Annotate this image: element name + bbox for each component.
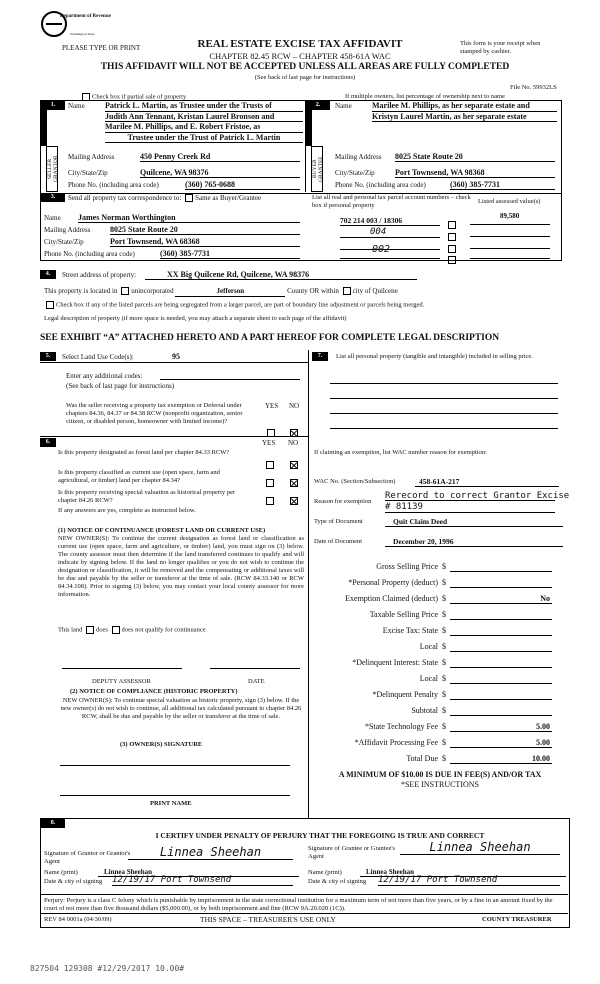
corr-name-label: Name <box>44 214 61 222</box>
does-label: does <box>96 626 108 634</box>
buyer-city-label: City/State/Zip <box>335 169 375 177</box>
fee-label: Total Due <box>406 754 438 763</box>
fee-row <box>312 656 552 670</box>
dollar-sign: $ <box>442 738 446 747</box>
s5-yes-header: YES <box>265 402 279 410</box>
s6-q3-yes[interactable] <box>266 497 274 505</box>
dollar-sign: $ <box>442 578 446 587</box>
fee-row <box>312 592 552 606</box>
grantee-date-label: Date & city of signing <box>308 878 367 885</box>
dor-logo <box>40 10 111 38</box>
same-as-buyer-checkbox[interactable] <box>185 194 193 202</box>
exemption-reason: Rerecord to correct Grantor Excise # 81139 <box>385 491 570 512</box>
dollar-sign: $ <box>442 610 446 619</box>
section5-see-back: (See back of last page for instructions) <box>66 382 175 390</box>
fee-label: Excise Tax: State <box>382 626 438 635</box>
dollar-sign: $ <box>442 594 446 603</box>
land-use-code: 95 <box>172 352 180 361</box>
s6-q3: Is this property receiving special valuation as historical property per chapter 84.26 RCW? <box>58 489 236 504</box>
grantor-date: 12/19/17 Port Townsend <box>112 875 293 886</box>
treasurer-use: THIS SPACE – TREASURER'S USE ONLY <box>200 915 336 924</box>
seller-city: Quilcene, WA 98376 <box>140 168 300 178</box>
section-7-number: 7. <box>312 352 328 361</box>
reason-label: Reason for exemption <box>314 498 372 505</box>
recording-stamp: 827504 129308 #12/29/2017 10.00# <box>30 964 185 973</box>
land-use-label: Select Land Use Code(s): <box>62 353 134 361</box>
buyer-name-line: Marilee M. Phillips, as her separate estate and <box>372 101 557 112</box>
fee-label: Local <box>419 642 438 651</box>
dollar-sign: $ <box>442 674 446 683</box>
fee-row <box>312 736 552 750</box>
section-2-number: 2. <box>306 101 330 110</box>
s6-q3-no[interactable] <box>290 497 298 505</box>
fee-row <box>312 608 552 622</box>
seller-side-label: SELLER GRANTOR <box>46 146 58 192</box>
street-label: Street address of property: <box>62 271 137 279</box>
parcel-number: 702 214 003 / 18306 <box>340 216 440 226</box>
section-3-number: 3. <box>41 193 65 202</box>
multiple-owners: If multiple owners, list percentage of ownership next to name <box>345 93 505 100</box>
seller-mail-label: Mailing Address <box>68 153 115 161</box>
seller-name-line: Marilee M. Phillips, and E. Robert Fristoe, as <box>105 122 303 133</box>
same-as-buyer-label: Same as Buyer/Grantee <box>195 194 262 202</box>
buyer-phone-label: Phone No. (including area code) <box>335 181 426 189</box>
corr-city: Port Townsend, WA 68368 <box>110 237 300 247</box>
buyer-phone: (360) 385-7731 <box>450 180 555 190</box>
fee-row <box>312 576 552 590</box>
s6-q1-yes[interactable] <box>266 461 274 469</box>
fee-row <box>312 704 552 718</box>
fee-value: 5.00 <box>536 722 550 731</box>
grantee-name-label: Name (print) <box>308 869 342 876</box>
wac-number: 458-61A-217 <box>415 477 559 487</box>
fee-row <box>312 640 552 654</box>
fee-row <box>312 560 552 574</box>
buyer-name-line: Kristyn Laurel Martin, as her separate estate <box>372 112 557 123</box>
owner-signature-label: (3) OWNER(S) SIGNATURE <box>120 741 203 748</box>
fee-row <box>312 688 552 702</box>
dollar-sign: $ <box>442 706 446 715</box>
parcel-handwritten-2: 002 <box>372 244 391 255</box>
fee-row <box>312 720 552 734</box>
fee-row <box>312 752 552 766</box>
fee-label: *State Technology Fee <box>364 722 438 731</box>
grantor-signature: Linnea Sheehan <box>128 845 293 860</box>
dollar-sign: $ <box>442 690 446 699</box>
rev-number: REV 84 0001a (04/30/09) <box>44 916 112 923</box>
county-treasurer: COUNTY TREASURER <box>482 916 552 923</box>
deputy-assessor-label: DEPUTY ASSESSOR <box>92 678 151 685</box>
legal-description-label: Legal description of property (if more space is needed, you may attach a separate sheet to each page of the affidavit) <box>44 315 347 322</box>
receipt-note: This form is your receipt when stamped by cashier. <box>460 40 541 55</box>
section-4-number: 4. <box>40 270 56 279</box>
assessed-label: Listed assessed value(s) <box>478 198 541 205</box>
please-type: PLEASE TYPE OR PRINT <box>62 44 141 52</box>
dollar-sign: $ <box>442 722 446 731</box>
section-5-number: 5. <box>40 352 56 361</box>
county-name: Jefferson <box>175 287 285 297</box>
fee-label: Subtotal <box>411 706 438 715</box>
street-address: XX Big Quilcene Rd, Quilcene, WA 98376 <box>145 270 417 280</box>
corr-phone: (360) 385-7731 <box>160 249 300 259</box>
parcels-label: List all real and personal tax parcel account numbers – check box if personal property <box>312 194 471 209</box>
logo-sub: Washington State <box>70 32 95 36</box>
this-land-label: This land <box>58 626 83 634</box>
logo-text: Department of Revenue <box>60 14 111 19</box>
doc-date: December 20, 1996 <box>385 537 563 547</box>
doc-type-label: Type of Document <box>314 518 363 525</box>
fee-label: Taxable Selling Price <box>369 610 438 619</box>
notice1-body: NEW OWNER(S): To continue the current designation as forest land or classification as current use (open space, farm and agriculture, or timber) land, you must sign on (3) below. The county assessor must then determine if the land transferred continues to qualify and will indicate by signing below. If the land no longer qualifies or you do not wish to continue the designation or classification, it will be removed and the compensating or additional taxes will be due and payable by the seller or transferor at the time of sale. (RCW 84.33.140 or RCW 84.34.108). Prior to signing (3) below, you may contact your local county assessor for more information. <box>58 535 304 598</box>
buyer-mail: 8025 State Route 20 <box>395 152 555 162</box>
unincorporated-checkbox[interactable] <box>121 287 129 295</box>
buyer-mail-label: Mailing Address <box>335 153 382 161</box>
segregated-label: Check box if any of the listed parcels are being segregated from a larger parcel, are part of boundary line adjustment or parcels being merged. <box>56 301 425 309</box>
notice1-title: (1) NOTICE OF CONTINUANCE (FOREST LAND OR CURRENT USE) <box>58 527 266 534</box>
seller-name-line: Patrick L. Martin, as Trustee under the Trusts of <box>105 101 303 112</box>
fee-label: Exemption Claimed (deduct) <box>345 594 438 603</box>
s5-question: Was the seller receiving a property tax exemption or Deferral under chapters 84.36, 84.37 or 84.38 RCW (nonprofit organization, senior citizen, or disabled person, homeowner with limited income)? <box>66 402 243 425</box>
dollar-sign: $ <box>442 626 446 635</box>
partial-sale-label: Check box if partial sale of property <box>92 93 187 101</box>
seller-city-label: City/State/Zip <box>68 169 108 177</box>
does-not-label: does not qualify for continuance <box>121 626 206 634</box>
s6-q1-no[interactable] <box>290 461 298 469</box>
corr-mail: 8025 State Route 20 <box>110 225 300 235</box>
print-name-label: PRINT NAME <box>150 800 192 807</box>
section-1-number: 1. <box>41 101 65 110</box>
seller-name <box>105 101 303 143</box>
seller-phone: (360) 765-0688 <box>185 180 300 190</box>
fee-label: Local <box>419 674 438 683</box>
fee-value: 10.00 <box>532 754 550 763</box>
grantor-date-label: Date & city of signing <box>44 878 103 885</box>
segregated-checkbox[interactable] <box>46 301 54 309</box>
s6-q2-yes[interactable] <box>266 479 274 487</box>
fee-row <box>312 672 552 686</box>
grantee-signature: Linnea Sheehan <box>400 840 560 855</box>
dollar-sign: $ <box>442 562 446 571</box>
minimum-line2: *SEE INSTRUCTIONS <box>400 780 479 789</box>
buyer-side-label: BUYER GRANTEE <box>311 146 323 192</box>
fee-label: *Delinquent Penalty <box>372 690 438 699</box>
seller-phone-label: Phone No. (including area code) <box>68 181 159 189</box>
s6-q2: Is this property classified as current use (open space, farm and agricultural, or timber) land per chapter 84.34? <box>58 469 220 484</box>
located-label: This property is located in <box>44 287 118 295</box>
seller-name-line: Judith Ann Tennant, Kristan Laurel Bronson and <box>105 112 303 123</box>
does-checkbox[interactable] <box>86 626 94 634</box>
fee-value: No <box>540 594 550 603</box>
doc-type: Quit Claim Deed <box>385 517 563 527</box>
assessed-value: 89,580 <box>500 212 520 220</box>
perjury-note: Perjury: Perjury is a class C felony which is punishable by imprisonment in the state correctional institution for a maximum term of not more than five years, or by a fine in an amount fixed by the court of not more than five thousand dollars ($5,000.00), or by both imprisonment and fine (RCW 9A.20.020 (1C)). <box>44 897 553 912</box>
date-label: DATE <box>248 678 265 685</box>
dollar-sign: $ <box>442 642 446 651</box>
seller-name-line: Trustee under the Trust of Patrick L. Martin <box>105 133 303 144</box>
seller-mail: 450 Penny Creek Rd <box>140 152 300 162</box>
fee-value: 5.00 <box>536 738 550 747</box>
city-label: city of Quilcene <box>352 287 398 295</box>
warning: THIS AFFIDAVIT WILL NOT BE ACCEPTED UNLESS ALL AREAS ARE FULLY COMPLETED <box>100 62 510 72</box>
fee-label: *Delinquent Interest: State <box>352 658 438 667</box>
buyer-name <box>372 101 557 122</box>
section-6-number: 6. <box>40 438 56 447</box>
corr-mail-label: Mailing Address <box>44 226 91 234</box>
doc-date-label: Date of Document <box>314 538 363 545</box>
grantee-name: Linnea Sheehan <box>360 868 566 877</box>
corr-name: James Norman Worthington <box>78 213 300 223</box>
fee-label: *Affidavit Processing Fee <box>354 738 438 747</box>
s6-q1: Is this property designated as forest land per chapter 84.33 RCW? <box>58 449 230 456</box>
additional-codes-label: Enter any additional codes: <box>66 372 143 380</box>
does-not-checkbox[interactable] <box>112 626 120 634</box>
parcel-4-checkbox[interactable] <box>448 256 456 264</box>
s6-yes-header: YES <box>262 439 276 447</box>
corr-city-label: City/State/Zip <box>44 238 84 246</box>
certify-statement: I CERTIFY UNDER PENALTY OF PERJURY THAT THE FOREGOING IS TRUE AND CORRECT <box>155 831 485 840</box>
dollar-sign: $ <box>442 754 446 763</box>
minimum-line1: A MINIMUM OF $10.00 IS DUE IN FEE(S) AND/OR TAX <box>338 770 542 779</box>
s6-q2-no[interactable] <box>290 479 298 487</box>
exhibit-note: SEE EXHIBIT “A” ATTACHED HERETO AND A PART HEREOF FOR COMPLETE LEGAL DESCRIPTION <box>40 333 500 343</box>
fee-label: Gross Selling Price <box>376 562 438 571</box>
s5-no-header: NO <box>289 402 300 410</box>
see-back: (See back of last page for instructions) <box>254 74 356 81</box>
notice2-body: NEW OWNER(S): To continue special valuation as historic property, sign (3) below. If the new owner(s) do not wish to continue, all additional tax calculated pursuant to chapter 84.26 RCW, shall be due and payable by the seller or transferor at the time of sale. <box>60 697 302 720</box>
fee-label: *Personal Property (deduct) <box>348 578 438 587</box>
grantee-sig-label: Signature of Grantee or Grantee's Agent <box>308 845 396 860</box>
s6-if-yes: If any answers are yes, complete as instructed below. <box>58 507 196 514</box>
section-8-number: 8. <box>41 819 65 828</box>
fee-row <box>312 624 552 638</box>
grantor-sig-label: Signature of Grantor or Grantor's Agent <box>44 850 131 865</box>
buyer-city: Port Townsend, WA 98368 <box>395 168 555 178</box>
form-subtitle: CHAPTER 82.45 RCW – CHAPTER 458-61A WAC <box>209 51 391 61</box>
wac-claim-label: If claiming an exemption, list WAC number reason for exemption: <box>314 449 487 456</box>
grantee-date: 12/19/17 Port Townsend <box>378 875 560 886</box>
parcel-handwritten-1: 004 <box>340 227 440 238</box>
file-no: File No. 59932LS <box>510 84 557 91</box>
city-checkbox[interactable] <box>343 287 351 295</box>
dollar-sign: $ <box>442 658 446 667</box>
s6-no-header: NO <box>288 439 299 447</box>
county-or-label: County OR within <box>287 287 339 295</box>
grantor-name: Linnea Sheehan <box>98 868 299 877</box>
wac-label: WAC No. (Section/Subsection) <box>314 478 396 485</box>
correspondence-label: Send all property tax correspondence to: <box>68 194 182 202</box>
notice2-title: (2) NOTICE OF COMPLIANCE (HISTORIC PROPERTY) <box>70 688 238 695</box>
form-title: REAL ESTATE EXCISE TAX AFFIDAVIT <box>197 38 403 50</box>
seller-name-label: Name <box>68 102 85 110</box>
grantor-name-label: Name (print) <box>44 869 78 876</box>
personal-property-label: List all personal property (tangible and intangible) included in selling price. <box>336 353 533 360</box>
unincorporated-label: unincorporated <box>131 287 174 295</box>
buyer-name-label: Name <box>335 102 352 110</box>
corr-phone-label: Phone No. (including area code) <box>44 250 135 258</box>
